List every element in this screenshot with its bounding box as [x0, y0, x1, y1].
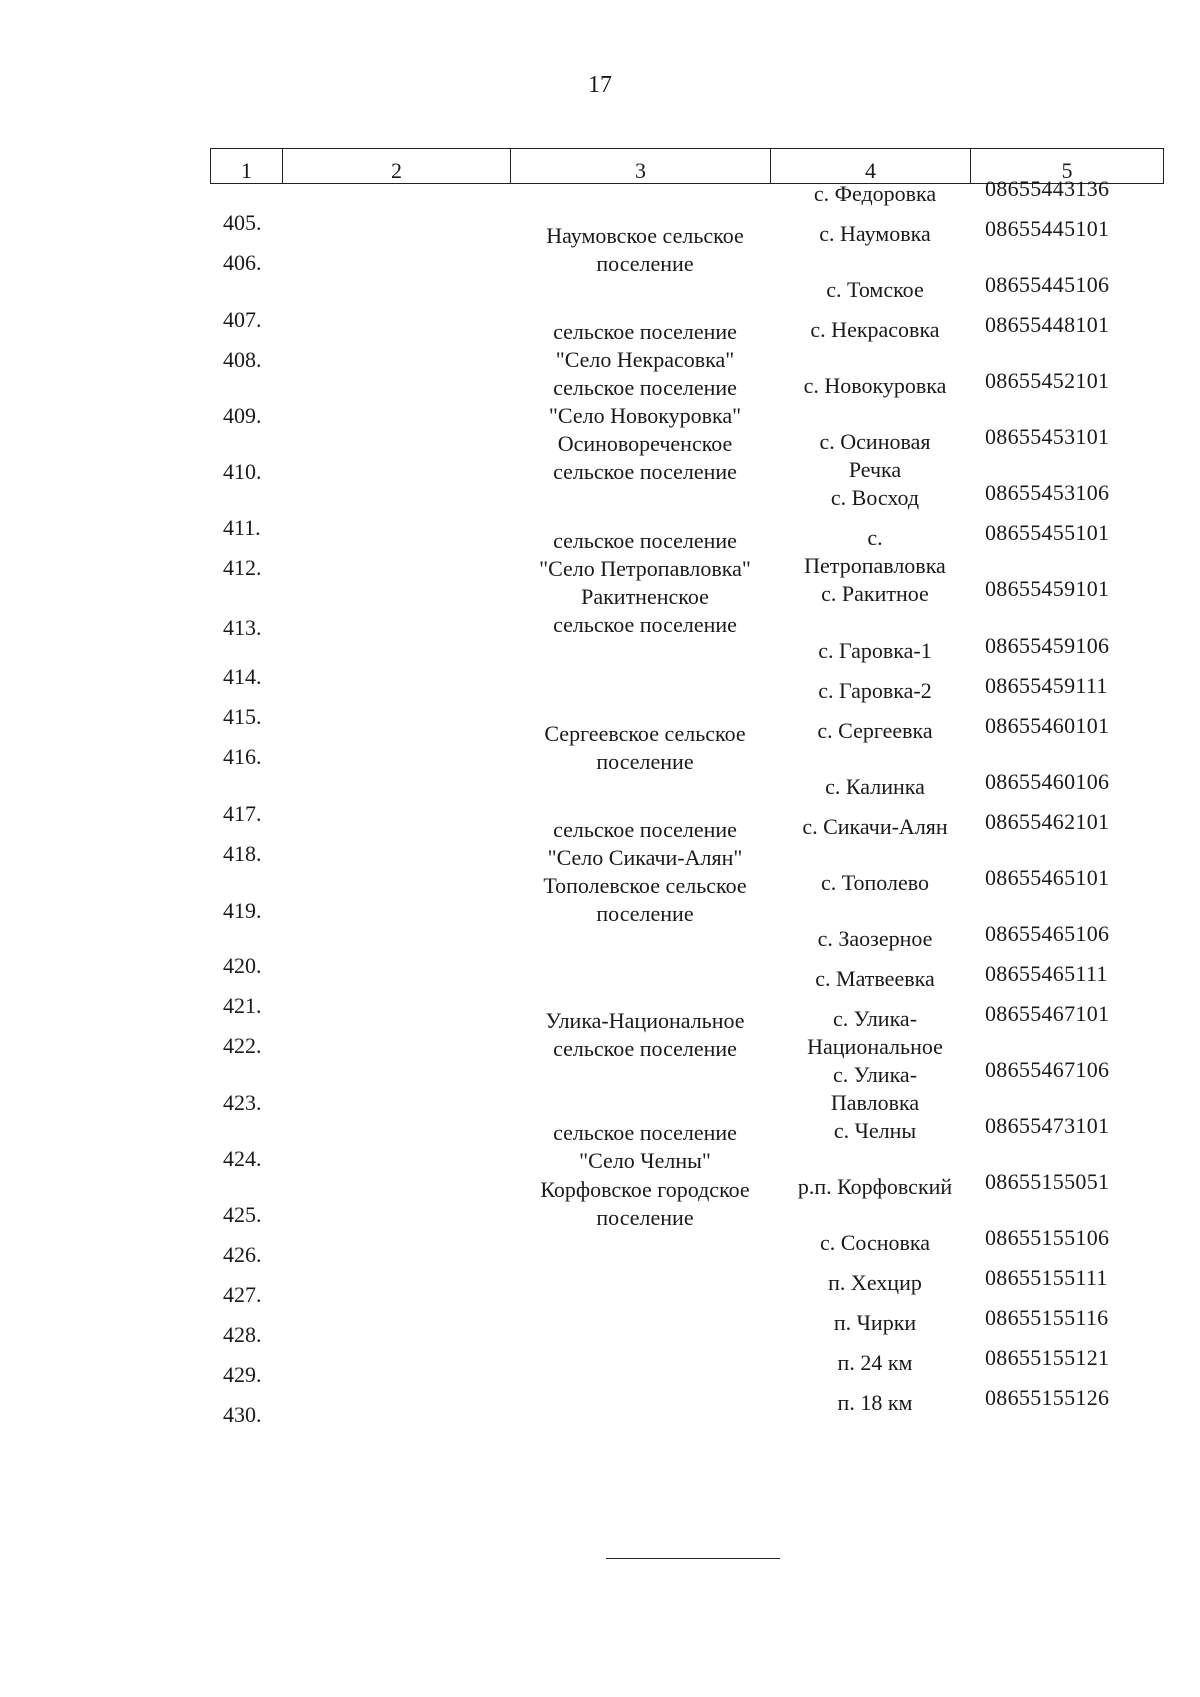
row-number: 411.: [223, 515, 261, 540]
oktmo-code: 08655467101: [985, 1001, 1110, 1026]
row-number: 428.: [223, 1322, 262, 1347]
settlement-name: Наумовское сельское поселение: [546, 223, 744, 276]
locality-name: с. Сосновка: [819, 1230, 931, 1255]
row-number: 409.: [223, 403, 262, 428]
settlement-name: сельское поселение "Село Новокуровка": [548, 375, 742, 428]
oktmo-code: 08655460101: [985, 713, 1110, 738]
oktmo-code: 08655155111: [985, 1265, 1108, 1290]
row-number: 418.: [223, 841, 262, 866]
settlement-name: сельское поселение "Село Челны": [553, 1120, 737, 1173]
locality-name: с. Тополево: [820, 870, 929, 895]
oktmo-code: 08655465111: [985, 961, 1108, 986]
row-number: 420.: [223, 953, 262, 978]
locality-name: с. Томское: [826, 277, 924, 302]
row-number: 417.: [223, 801, 262, 826]
row-number: 412.: [223, 555, 262, 580]
oktmo-code: 08655465106: [985, 921, 1110, 946]
header-col-3: 3: [511, 149, 771, 183]
oktmo-code: 08655448101: [985, 312, 1110, 337]
oktmo-code: 08655465101: [985, 865, 1110, 890]
settlement-name: Осиновореченское сельское поселение: [553, 431, 737, 484]
row-number: 429.: [223, 1362, 262, 1387]
locality-name: п. 24 км: [837, 1350, 913, 1375]
row-number: 407.: [223, 307, 262, 332]
row-number: 427.: [223, 1282, 262, 1307]
oktmo-code: 08655455101: [985, 520, 1110, 545]
row-number: 430.: [223, 1402, 262, 1427]
row-number: 406.: [223, 250, 262, 275]
locality-name: с. Улика- Павловка: [830, 1062, 920, 1115]
locality-name: р.п. Корфовский: [797, 1174, 953, 1199]
oktmo-code: 08655445101: [985, 216, 1110, 241]
locality-name: с. Некрасовка: [810, 317, 940, 342]
row-number: 410.: [223, 459, 262, 484]
locality-name: с. Осиновая Речка: [819, 429, 931, 482]
row-number: 405.: [223, 210, 262, 235]
settlement-name: сельское поселение "Село Петропавловка": [539, 528, 751, 581]
oktmo-code: 08655462101: [985, 809, 1110, 834]
row-number: 424.: [223, 1146, 262, 1171]
row-number: 422.: [223, 1033, 262, 1058]
settlement-name: сельское поселение "Село Некрасовка": [553, 319, 737, 372]
oktmo-code: 08655155051: [985, 1169, 1110, 1194]
locality-name: п. Хехцир: [828, 1270, 922, 1295]
oktmo-code: 08655473101: [985, 1113, 1110, 1138]
settlement-name: Тополевское сельское поселение: [543, 873, 747, 926]
row-number: 419.: [223, 898, 262, 923]
oktmo-code: 08655443136: [985, 176, 1110, 201]
settlement-name: Ракитненское сельское поселение: [553, 584, 737, 637]
locality-name: п. Чирки: [833, 1310, 917, 1335]
oktmo-code: 08655459101: [985, 576, 1110, 601]
oktmo-code: 08655155121: [985, 1345, 1110, 1370]
locality-name: п. 18 км: [837, 1390, 913, 1415]
locality-name: с. Гаровка-2: [818, 678, 932, 703]
row-number: 415.: [223, 704, 262, 729]
locality-name: с. Матвеевка: [815, 966, 935, 991]
settlement-name: сельское поселение "Село Сикачи-Алян": [547, 817, 743, 870]
end-divider: [606, 1558, 780, 1559]
locality-name: с. Сикачи-Алян: [802, 814, 948, 839]
locality-name: с. Федоровка: [813, 181, 937, 206]
header-col-4: 4: [771, 149, 971, 183]
locality-name: с. Челны: [833, 1118, 917, 1143]
page-number: 17: [588, 72, 612, 98]
oktmo-code: 08655459111: [985, 673, 1108, 698]
locality-name: с. Ракитное: [821, 581, 929, 606]
oktmo-code: 08655453101: [985, 424, 1110, 449]
locality-name: с. Восход: [830, 485, 920, 510]
row-number: 416.: [223, 744, 262, 769]
locality-name: с. Петропавловка: [804, 525, 946, 578]
locality-name: с. Наумовка: [819, 221, 931, 246]
oktmo-code: 08655453106: [985, 480, 1110, 505]
oktmo-code: 08655467106: [985, 1057, 1110, 1082]
locality-name: с. Заозерное: [817, 926, 933, 951]
oktmo-code: 08655452101: [985, 368, 1110, 393]
locality-name: с. Сергеевка: [817, 718, 933, 743]
row-number: 413.: [223, 615, 262, 640]
row-number: 425.: [223, 1202, 262, 1227]
header-col-1: 1: [211, 149, 283, 183]
locality-name: с. Гаровка-1: [818, 638, 932, 663]
oktmo-code: 08655460106: [985, 769, 1110, 794]
header-col-2: 2: [283, 149, 511, 183]
oktmo-code: 08655155116: [985, 1305, 1109, 1330]
row-number: 423.: [223, 1090, 262, 1115]
locality-name: с. Калинка: [825, 774, 925, 799]
oktmo-code: 08655459106: [985, 633, 1110, 658]
oktmo-code: 08655155126: [985, 1385, 1110, 1410]
oktmo-code: 08655445106: [985, 272, 1110, 297]
locality-name: с. Улика- Национальное: [807, 1006, 943, 1059]
row-number: 414.: [223, 664, 262, 689]
row-number: 408.: [223, 347, 262, 372]
header-col-5: 5: [1061, 158, 1073, 183]
oktmo-code: 08655155106: [985, 1225, 1110, 1250]
settlement-name: Сергеевское сельское поселение: [544, 721, 746, 774]
settlement-name: Улика-Национальное сельское поселение: [545, 1008, 745, 1061]
locality-name: с. Новокуровка: [803, 373, 947, 398]
row-number: 421.: [223, 993, 262, 1018]
settlement-name: Корфовское городское поселение: [540, 1177, 750, 1230]
row-number: 426.: [223, 1242, 262, 1267]
